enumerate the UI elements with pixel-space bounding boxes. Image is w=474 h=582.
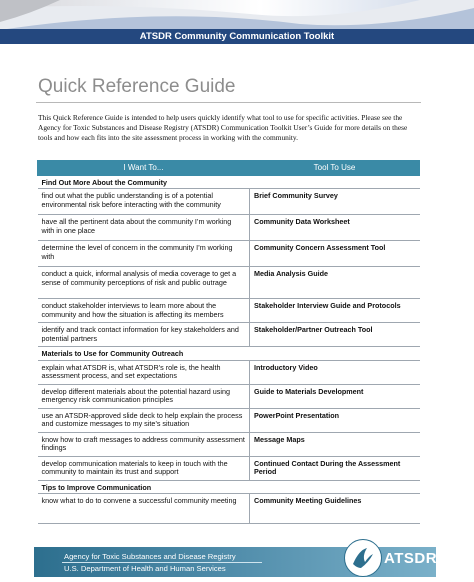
table-row — [38, 267, 420, 299]
want-cell: develop communication materials to keep in touch with the community to maintain its trust and support — [38, 456, 250, 480]
top-banner — [0, 0, 474, 44]
tool-cell: Continued Contact During the Assessment Period — [250, 456, 420, 480]
hhs-seal-icon — [344, 539, 382, 577]
table-row — [38, 494, 420, 524]
want-cell: have all the pertinent data about the community I’m working with in one place — [38, 215, 250, 241]
section-title: Tips to Improve Communication — [38, 480, 420, 493]
column-header-want: I Want To... — [38, 161, 250, 176]
table-row — [38, 384, 420, 408]
tool-cell: Community Data Worksheet — [250, 215, 420, 241]
banner-title: ATSDR Community Communication Toolkit — [0, 29, 474, 44]
column-header-tool: Tool To Use — [250, 161, 420, 176]
tool-cell: Stakeholder Interview Guide and Protocols — [250, 299, 420, 323]
want-cell: determine the level of concern in the community I’m working with — [38, 241, 250, 267]
footer-divider — [62, 562, 262, 563]
intro-paragraph: This Quick Reference Guide is intended to help users quickly identify what tool to use for specific activities. Please see the Agency for Toxic Substances and Disease Registry (ATSDR) Communication Toolkit User’s Guide for more details on these tools and how each fits into the site assessment process in working with the community. — [38, 113, 408, 142]
want-cell: conduct a quick, informal analysis of media coverage to get a sense of community perceptions of risk and public outrage — [38, 267, 250, 299]
tool-cell: Community Concern Assessment Tool — [250, 241, 420, 267]
tool-cell: Brief Community Survey — [250, 189, 420, 215]
want-cell: know how to craft messages to address community assessment findings — [38, 432, 250, 456]
footer-department-name: U.S. Department of Health and Human Services — [64, 564, 226, 573]
want-cell: conduct stakeholder interviews to learn more about the community and how the situation is affecting its members — [38, 299, 250, 323]
tool-cell: Media Analysis Guide — [250, 267, 420, 299]
quick-reference-table — [37, 160, 420, 524]
table-row — [38, 215, 420, 241]
tool-cell: Guide to Materials Development — [250, 384, 420, 408]
section-row — [38, 176, 420, 189]
banner-swoosh-graphic — [0, 0, 474, 30]
want-cell: identify and track contact information for key stakeholders and potential partners — [38, 323, 250, 347]
logo-wordmark: ATSDR — [384, 550, 438, 567]
want-cell: develop different materials about the potential hazard using emergency risk communication principles — [38, 384, 250, 408]
tool-cell: Community Meeting Guidelines — [250, 494, 420, 524]
table-row — [38, 189, 420, 215]
tool-cell: PowerPoint Presentation — [250, 408, 420, 432]
table-row — [38, 299, 420, 323]
want-cell: use an ATSDR-approved slide deck to help explain the process and customize messages to my site’s situation — [38, 408, 250, 432]
atsdr-logo — [344, 539, 438, 577]
page-title: Quick Reference Guide — [38, 76, 236, 97]
table-row — [38, 241, 420, 267]
want-cell: explain what ATSDR is, what ATSDR’s role is, the health assessment process, and set expectations — [38, 360, 250, 384]
table-row — [38, 456, 420, 480]
section-title: Materials to Use for Community Outreach — [38, 347, 420, 360]
table-row — [38, 432, 420, 456]
table-row — [38, 360, 420, 384]
want-cell: find out what the public understanding is of a potential environmental risk before interacting with the community — [38, 189, 250, 215]
table-row — [38, 323, 420, 347]
table-header-row — [38, 161, 420, 176]
want-cell: know what to do to convene a successful community meeting — [38, 494, 250, 524]
footer-agency-name: Agency for Toxic Substances and Disease Registry — [64, 552, 236, 561]
section-row — [38, 480, 420, 493]
title-divider — [36, 102, 421, 103]
section-row — [38, 347, 420, 360]
section-title: Find Out More About the Community — [38, 176, 420, 189]
tool-cell: Stakeholder/Partner Outreach Tool — [250, 323, 420, 347]
table-row — [38, 408, 420, 432]
tool-cell: Message Maps — [250, 432, 420, 456]
tool-cell: Introductory Video — [250, 360, 420, 384]
